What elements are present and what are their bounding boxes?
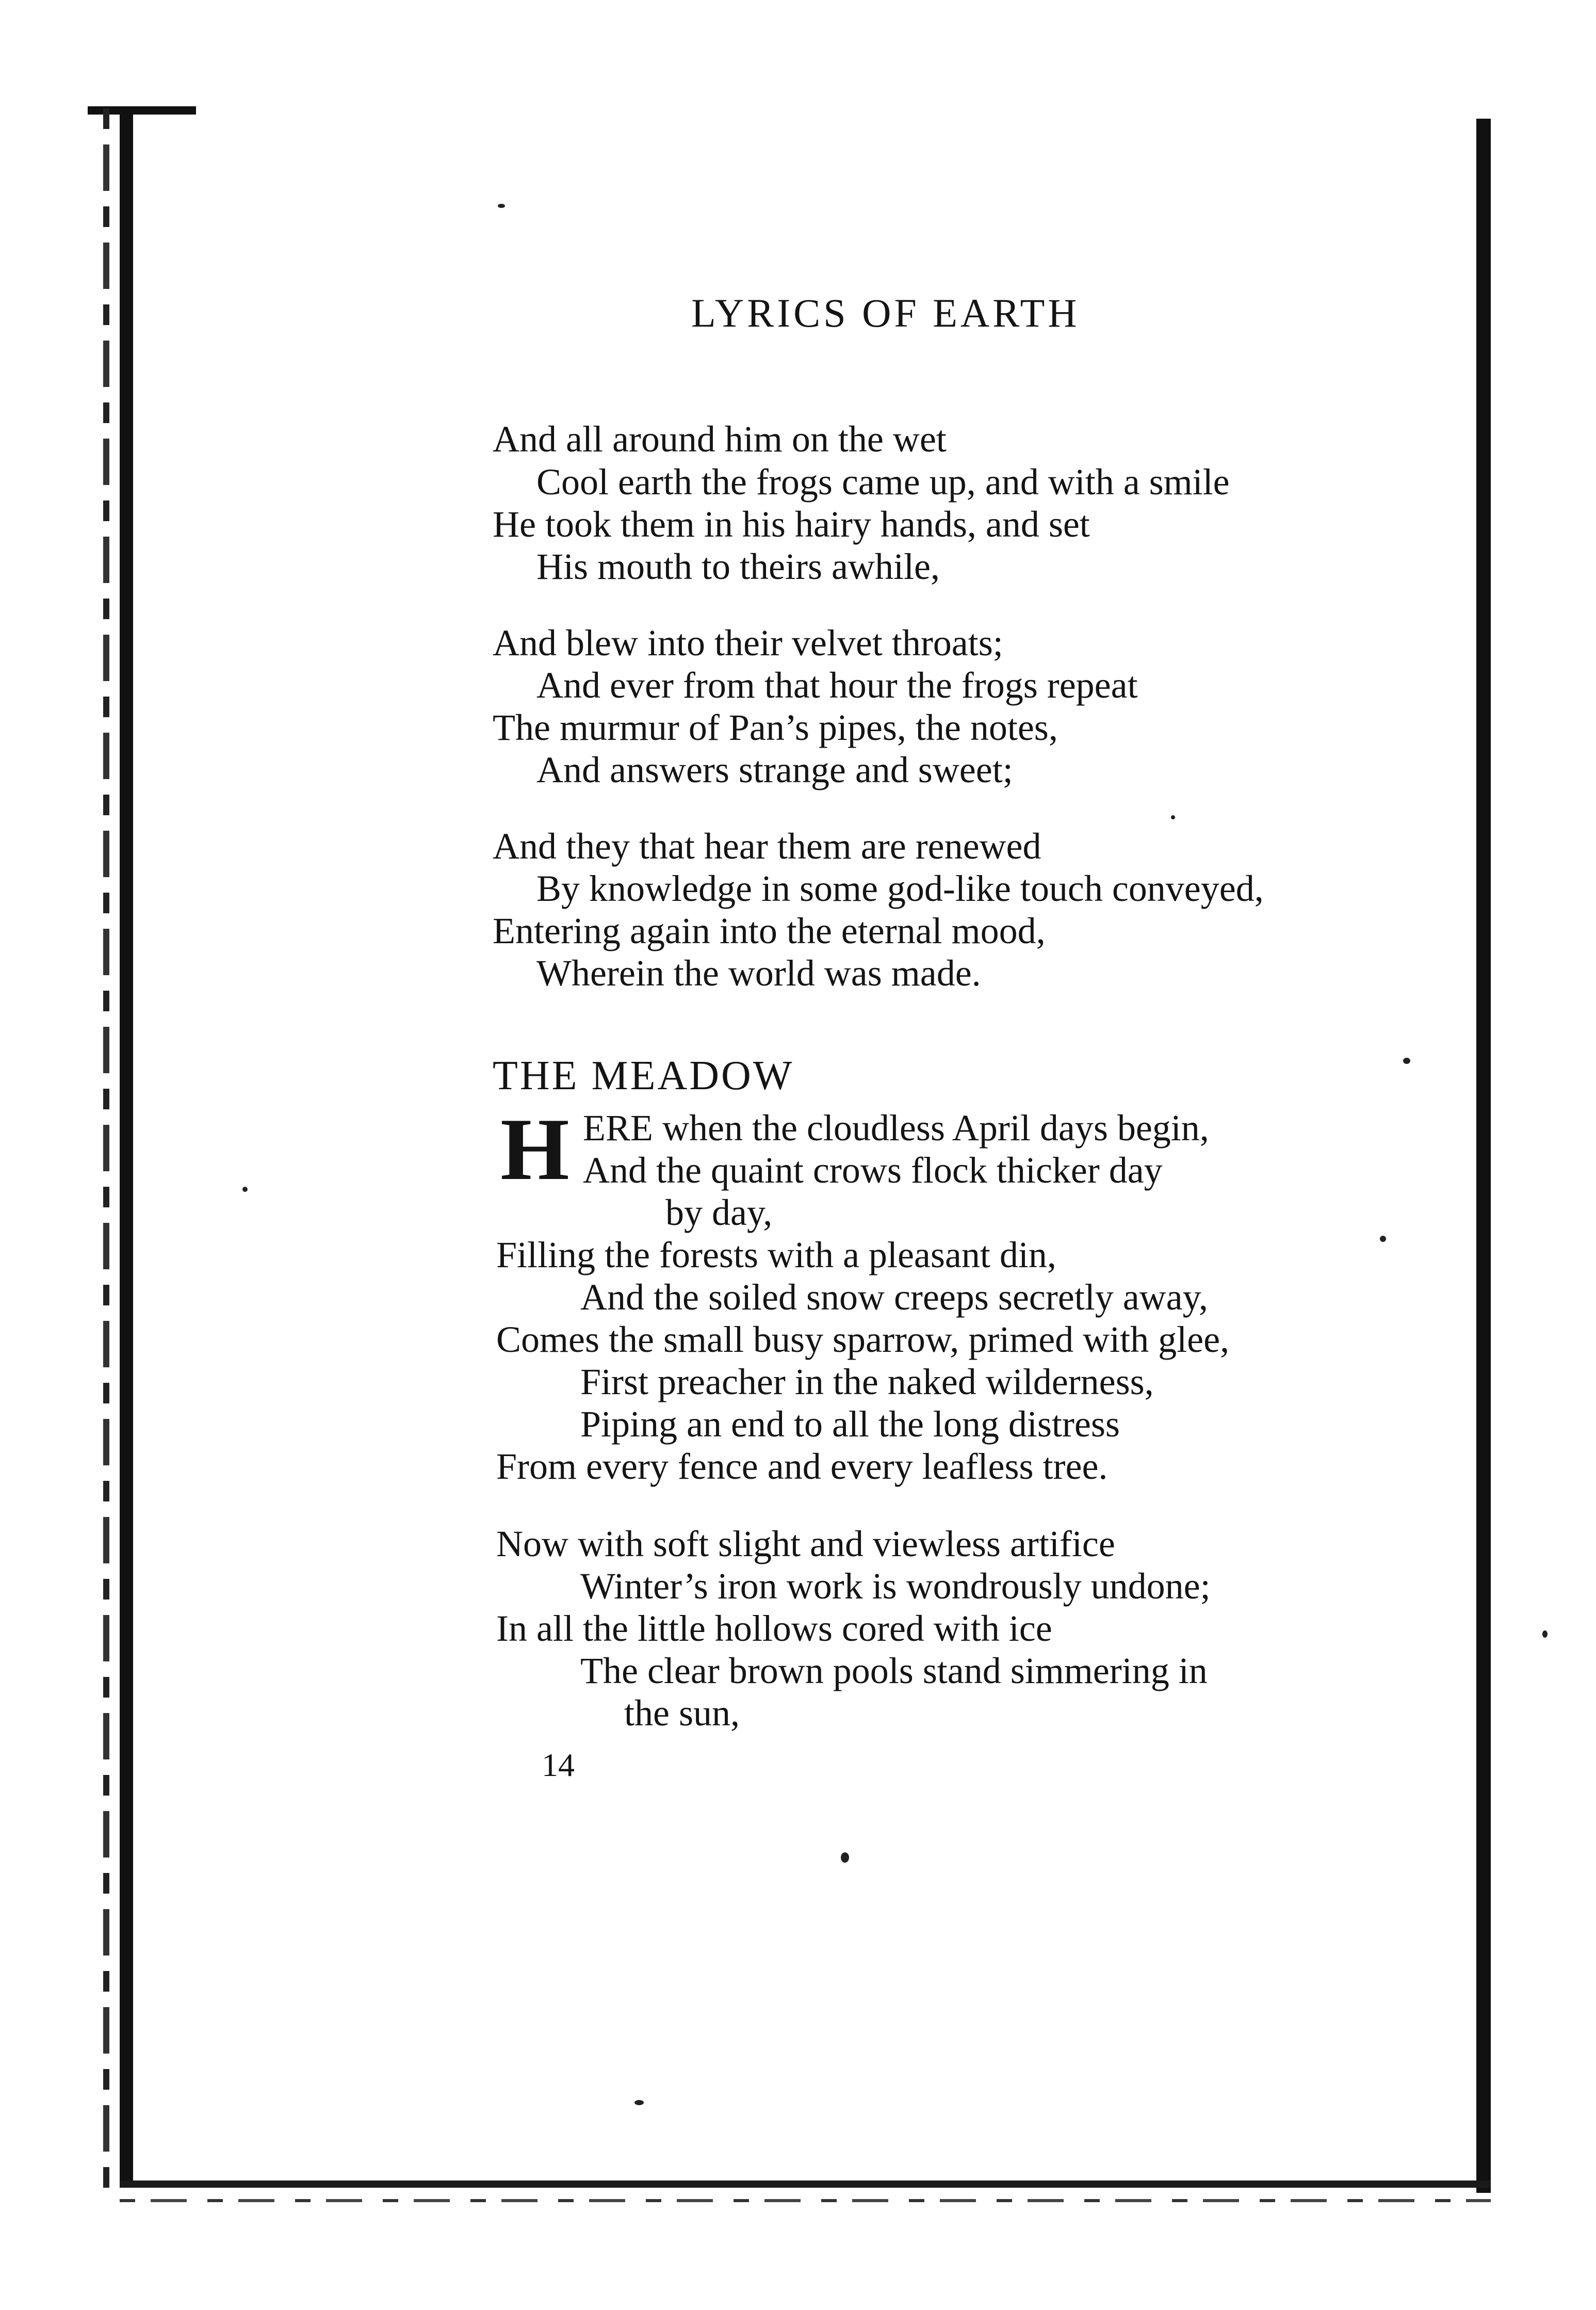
poem-line: And ever from that hour the frogs repeat <box>536 665 1138 706</box>
poem-line: And all around him on the wet <box>493 418 947 460</box>
poem-line: And answers strange and sweet; <box>536 749 1013 790</box>
poem-line: Winter’s iron work is wondrously undone; <box>580 1565 1211 1607</box>
scan-speck <box>1403 1058 1410 1064</box>
scan-edge-bottom-noise <box>120 2199 1491 2202</box>
poem-line: First preacher in the naked wilderness, <box>580 1361 1154 1402</box>
poem-line: And the quaint crows flock thicker day <box>583 1150 1163 1191</box>
poem-line: By knowledge in some god-like touch conveyed, <box>536 868 1264 909</box>
poem-line: Piping an end to all the long distress <box>580 1403 1120 1445</box>
poem-line: ERE when the cloudless April days begin, <box>583 1107 1209 1149</box>
poem-line: In all the little hollows cored with ice <box>496 1608 1052 1649</box>
scan-speck <box>1380 1236 1386 1242</box>
poem-line: The murmur of Pan’s pipes, the notes, <box>493 707 1058 748</box>
scan-speck <box>242 1187 248 1192</box>
drop-cap: H <box>500 1101 569 1199</box>
scan-speck <box>498 204 505 208</box>
poem-line: Cool earth the frogs came up, and with a smile <box>536 461 1230 503</box>
scan-speck <box>634 2100 644 2105</box>
poem-line: And the soiled snow creeps secretly away, <box>580 1277 1208 1318</box>
poem-line: Entering again into the eternal mood, <box>493 910 1046 951</box>
poem-line: His mouth to theirs awhile, <box>536 546 940 587</box>
poem-line: Now with soft slight and viewless artifice <box>496 1523 1115 1564</box>
poem-line: The clear brown pools stand simmering in <box>580 1650 1208 1691</box>
section-title: THE MEADOW <box>493 1053 794 1099</box>
scan-speck <box>841 1852 849 1863</box>
poem-line: Comes the small busy sparrow, primed with glee, <box>496 1319 1230 1360</box>
poem-line: Wherein the world was made. <box>536 952 981 994</box>
scan-edge-left-noise <box>103 108 109 2188</box>
scan-edge-left <box>120 108 133 2188</box>
poem-line: From every fence and every leafless tree. <box>496 1446 1108 1487</box>
running-head: LYRICS OF EARTH <box>691 290 1080 335</box>
scan-speck <box>1171 815 1175 819</box>
scan-edge-right <box>1476 119 1491 2193</box>
poem-line: the sun, <box>624 1692 740 1734</box>
page-number: 14 <box>542 1747 575 1783</box>
poem-line: by day, <box>665 1192 773 1233</box>
scan-edge-bottom <box>120 2180 1491 2188</box>
poem-line: And blew into their velvet throats; <box>493 622 1003 664</box>
poem-line: And they that hear them are renewed <box>493 826 1041 867</box>
poem-line: He took them in his hairy hands, and set <box>493 504 1090 545</box>
scan-speck <box>1542 1630 1548 1638</box>
poem-line: Filling the forests with a pleasant din, <box>496 1234 1056 1275</box>
